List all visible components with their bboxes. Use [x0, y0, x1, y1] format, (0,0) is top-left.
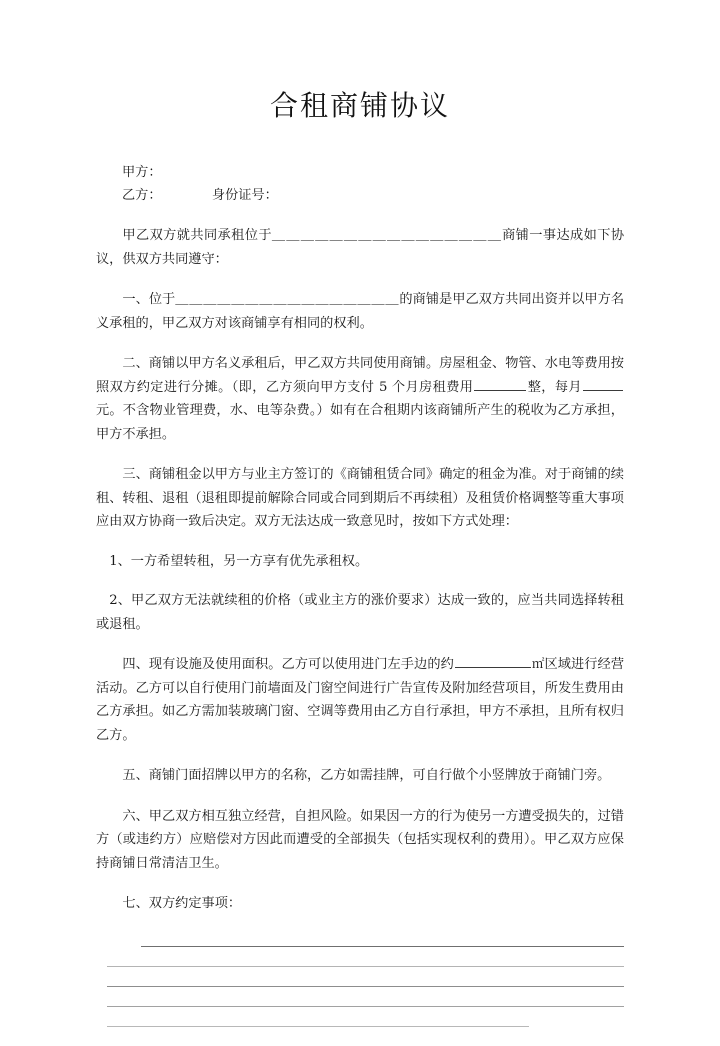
clause-four-text-part2: 区域进行经营活动。乙方可以自行使用门前墙面及门窗空间进行广告宣传及附加经营项目，所发生费用由乙方承担。如乙方需加装玻璃门窗、空调等费用由乙方自行承担，甲方不承担，且所有权归乙方。	[96, 657, 625, 743]
write-in-line-3[interactable]	[107, 986, 624, 987]
clause-two-text-part1: 二、商铺以甲方名义承租后，甲乙双方共同使用商铺。房屋租金、物管、水电等费用按照双方约定进行分摊。（即，乙方须向甲方支付 5 个月房租费用	[96, 356, 624, 395]
page-title: 合租商铺协议	[269, 89, 450, 122]
preamble-blank-field[interactable]: ＿＿＿＿＿＿＿＿＿＿＿＿＿＿＿＿	[271, 228, 503, 244]
clause-five-paragraph: 五、商铺门面招牌以甲方的名称，乙方如需挂牌，可自行做个小竖牌放于商铺门旁。	[122, 768, 611, 784]
write-in-lines-block	[96, 946, 624, 1027]
party-b-label: 乙方：	[122, 188, 162, 204]
clause-two-total-rent-blank[interactable]	[474, 377, 526, 391]
party-b-row	[96, 184, 624, 207]
clause-two-text-part3: 元。不含物业管理费，水、电等杂费。）如有在合租期内该商铺所产生的税收为乙方承担，甲方不承担。	[96, 403, 624, 442]
id-number-label: 身份证号：	[211, 188, 278, 204]
sub-item-2: 2、甲乙双方无法就续租的价格（或业主方的涨价要求）达成一致的，应当共同选择转租或退租。	[96, 593, 624, 632]
clause-two-paragraph	[96, 352, 624, 446]
clause-two-monthly-rent-blank[interactable]	[583, 377, 623, 391]
clause-one-blank-field[interactable]: ＿＿＿＿＿＿＿＿＿＿＿＿＿＿＿＿	[175, 292, 400, 308]
party-a-label: 甲方：	[122, 165, 162, 180]
clause-one-paragraph	[96, 288, 624, 335]
preamble-text-before: 甲乙双方就共同承租位于	[122, 228, 272, 244]
document-body	[96, 0, 624, 1046]
clause-seven-paragraph: 七、双方约定事项：	[122, 896, 242, 912]
clause-two-text-part2: 整，每月	[527, 379, 583, 395]
clause-one-text-before: 一、位于	[122, 292, 176, 308]
clause-four-area-unit: ㎡	[531, 656, 545, 672]
party-info-block	[96, 161, 624, 207]
clause-one-text-after: 的商铺是甲乙双方共同出资并以甲方名义承租的，甲乙双方对该商铺享有相同的权利。	[96, 292, 625, 331]
write-in-line-5[interactable]	[107, 1026, 529, 1027]
clause-four-text-part1: 四、现有设施及使用面积。乙方可以使用进门左手边的约	[122, 657, 454, 673]
preamble-text-after: 商铺一事达成如下协议，供双方共同遵守：	[96, 228, 625, 267]
clause-three-paragraph: 三、商铺租金以甲方与业主方签订的《商铺租赁合同》确定的租金为准。对于商铺的续租、转租、退租（退租即提前解除合同或合同到期后不再续租）及租赁价格调整等重大事项应由双方协商一致后决定。双方无法达成一致意见时，按如下方式处理：	[96, 467, 624, 530]
clause-four-paragraph	[96, 653, 624, 747]
clause-six-paragraph: 六、甲乙双方相互独立经营，自担风险。如果因一方的行为使另一方遭受损失的，过错方（或违约方）应赔偿对方因此而遭受的全部损失（包括实现权利的费用）。甲乙双方应保持商铺日常清洁卫生。	[96, 808, 624, 871]
write-in-line-1[interactable]	[141, 946, 624, 947]
clause-four-area-blank[interactable]	[455, 655, 531, 669]
sub-item-1: 1、一方希望转租，另一方享有优先承租权。	[109, 553, 369, 569]
write-in-line-4[interactable]	[107, 1006, 624, 1007]
write-in-line-2[interactable]	[107, 966, 624, 967]
preamble-paragraph	[96, 224, 624, 271]
